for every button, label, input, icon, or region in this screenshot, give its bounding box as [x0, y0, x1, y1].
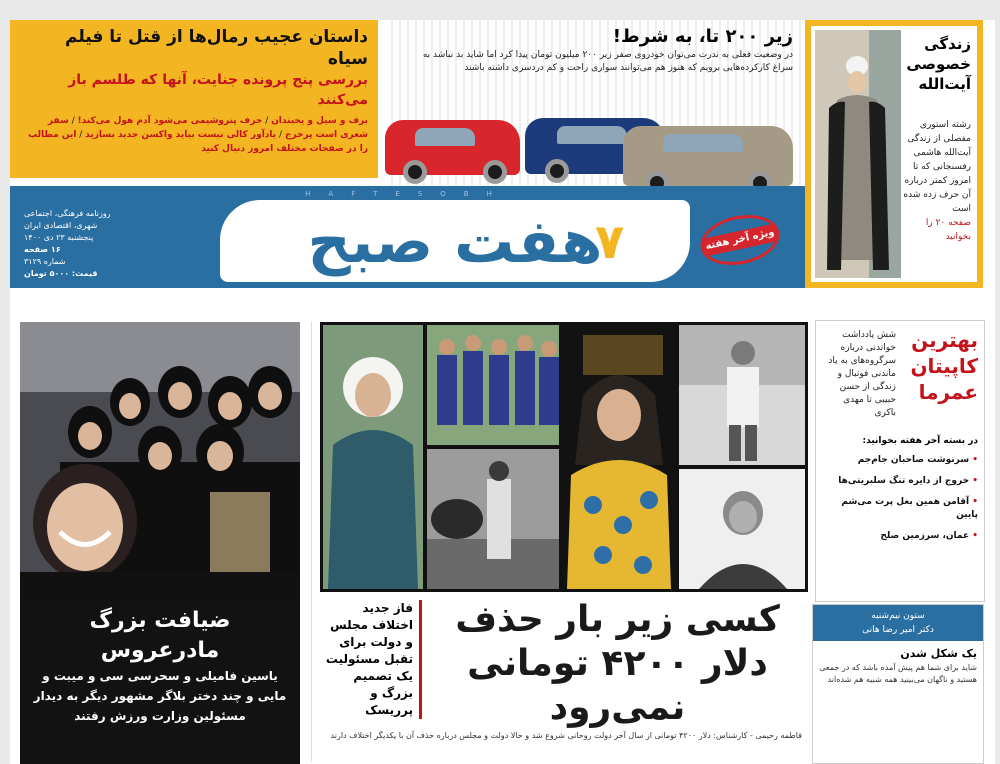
cars-dek: در وضعیت فعلی به ندرت می‌توان خودروی صفر زیر ۲۰۰ میلیون تومان پیدا کرد اما شاید بد نباشد به سراغ کارکرده‌هایی برویم که هنوز هم می‌توانند سواری راحت و کم دردسری داشته باشند	[422, 50, 793, 73]
portrait-dek: رشته استوری مفصلی از زندگی آیت‌الله هاشمی رفسنجانی که تا امروز کمتر درباره آن حرف زده شده است صفحه ۲۰ را بخوانید	[899, 118, 971, 244]
weekend-stamp: ویژه آخر هفته	[696, 208, 784, 272]
captains-list-title: در بسته آخر هفته بخوانید:	[862, 436, 978, 446]
column-text: شاید برای شما هم پیش آمده باشد که در جمعی هستید و ناگهان می‌بینید همه شبیه هم شده‌اند	[819, 663, 977, 684]
masthead-info: روزنامه فرهنگی، اجتماعی شهری، اقتصادی ایران پنجشنبه ۲۳ دی ۱۴۰۰ ۱۶ صفحه شماره ۳۱۲۹ قیمت: ۵۰۰۰ تومان	[24, 209, 111, 278]
cleric-portrait-image	[815, 30, 901, 278]
list-item[interactable]: • سرنوشت صاحبان جام‌جم	[822, 454, 978, 467]
column-header: ستون نیم‌شنبه دکتر امیر رضا هانی	[813, 605, 983, 641]
left-story-subhead: یاسین فامیلی و سحرسی سی و میبت و مایی و چند دختر بلاگر مشهور دیگر به دیدار مسئولین وزارت ورزش رفتند	[33, 669, 287, 723]
actress-hijab-photo[interactable]	[323, 325, 423, 589]
teaser-2: حرف پتروشیمی می‌شود آدم هول می‌کند!	[77, 116, 263, 126]
logo-seven-mark: ۷	[595, 214, 625, 270]
teaser-4: یادآور کالی نیست بیاید واکسن جدید بسازید	[85, 130, 277, 140]
left-story-headline: ضیافت بزرگ مادرعروس	[89, 608, 231, 663]
actress-yellow-scarf-photo[interactable]	[563, 325, 675, 589]
cars-story[interactable]	[385, 20, 803, 198]
newspaper-logo: هفت صبح	[307, 207, 603, 277]
vintage-horse-photo[interactable]	[427, 449, 559, 589]
opinion-column[interactable]	[812, 604, 984, 764]
list-item[interactable]: • آقامن همین بغل پرت می‌شم پایین	[822, 496, 978, 522]
portrait-headline: زندگی خصوصی آیت‌الله	[906, 35, 971, 93]
list-item[interactable]: • عمان، سرزمین صلح	[822, 530, 978, 543]
group-selfie-image[interactable]	[20, 322, 300, 600]
portrait-story[interactable]	[805, 20, 983, 288]
top-left-headline: داستان عجیب رمال‌ها از قتل تا فیلم سیاه	[65, 27, 368, 69]
top-left-subhead: بررسی پنج پرونده جنایت، آنها که طلسم باز می‌کنند	[68, 72, 368, 108]
teaser-1: برف و سیل و یخبندان	[271, 116, 368, 126]
captains-headline: بهترین کاپیتان عمرما	[910, 328, 978, 404]
teaser-5: این مطالب را در صفحات مختلف امروز دنبال کنید	[28, 130, 368, 154]
teaser-3: سفر شعری است پرخرج	[47, 116, 368, 140]
dollar-headline[interactable]: کسی زیر بار حذف دلار ۴۲۰۰ تومانی نمی‌رود	[455, 599, 780, 728]
silver-car-image	[623, 126, 793, 186]
captains-story[interactable]	[815, 320, 985, 602]
left-story[interactable]	[20, 600, 300, 764]
red-car-image	[385, 120, 520, 175]
divider	[311, 322, 312, 762]
dollar-side-headline: فاز جدید اختلاف مجلس و دولت برای تقبل مسئولیت یک تصمیم بزرگ و پرریسک	[322, 600, 422, 719]
cars-headline: زیر ۲۰۰ تا، به شرط!	[612, 26, 793, 47]
captains-dek: شش یادداشت خواندنی درباره سرگروه‌های به یاد ماندنی فوتبال و زندگی از حسن حبیبی تا مهدی باکری	[828, 330, 896, 418]
top-left-teasers: برف و سیل و یخبندان / حرف پتروشیمی می‌شود آدم هول می‌کند! / سفر شعری است پرخرج / یادآور کالی نیست بیاید واکسن جدید بسازید / این مطالب را در صفحات مختلف امروز دنبال کنید	[28, 116, 368, 154]
dollar-body: فاطمه رحیمی - کارشناس: دلار ۴۲۰۰ تومانی از سال آخر دولت روحانی شروع شد و حالا دولت و مجلس درباره حذف آن با یکدیگر اختلاف دارند	[330, 731, 802, 740]
list-item[interactable]: • خروج از دایره تنگ سلبریتی‌ها	[822, 475, 978, 488]
captains-list	[822, 435, 978, 551]
portrait-credit: صفحه ۲۰ را بخوانید	[925, 218, 971, 242]
top-left-teaser-box[interactable]	[10, 20, 378, 178]
elderly-woman-photo[interactable]	[679, 469, 805, 589]
photo-grid	[320, 322, 808, 592]
masthead-latin-strip: HAFTESOBH	[305, 190, 510, 198]
football-team-photo[interactable]	[427, 325, 559, 445]
footballer-white-kit-photo[interactable]	[679, 325, 805, 465]
masthead	[10, 186, 805, 288]
column-title: یک شکل شدن	[900, 647, 977, 660]
